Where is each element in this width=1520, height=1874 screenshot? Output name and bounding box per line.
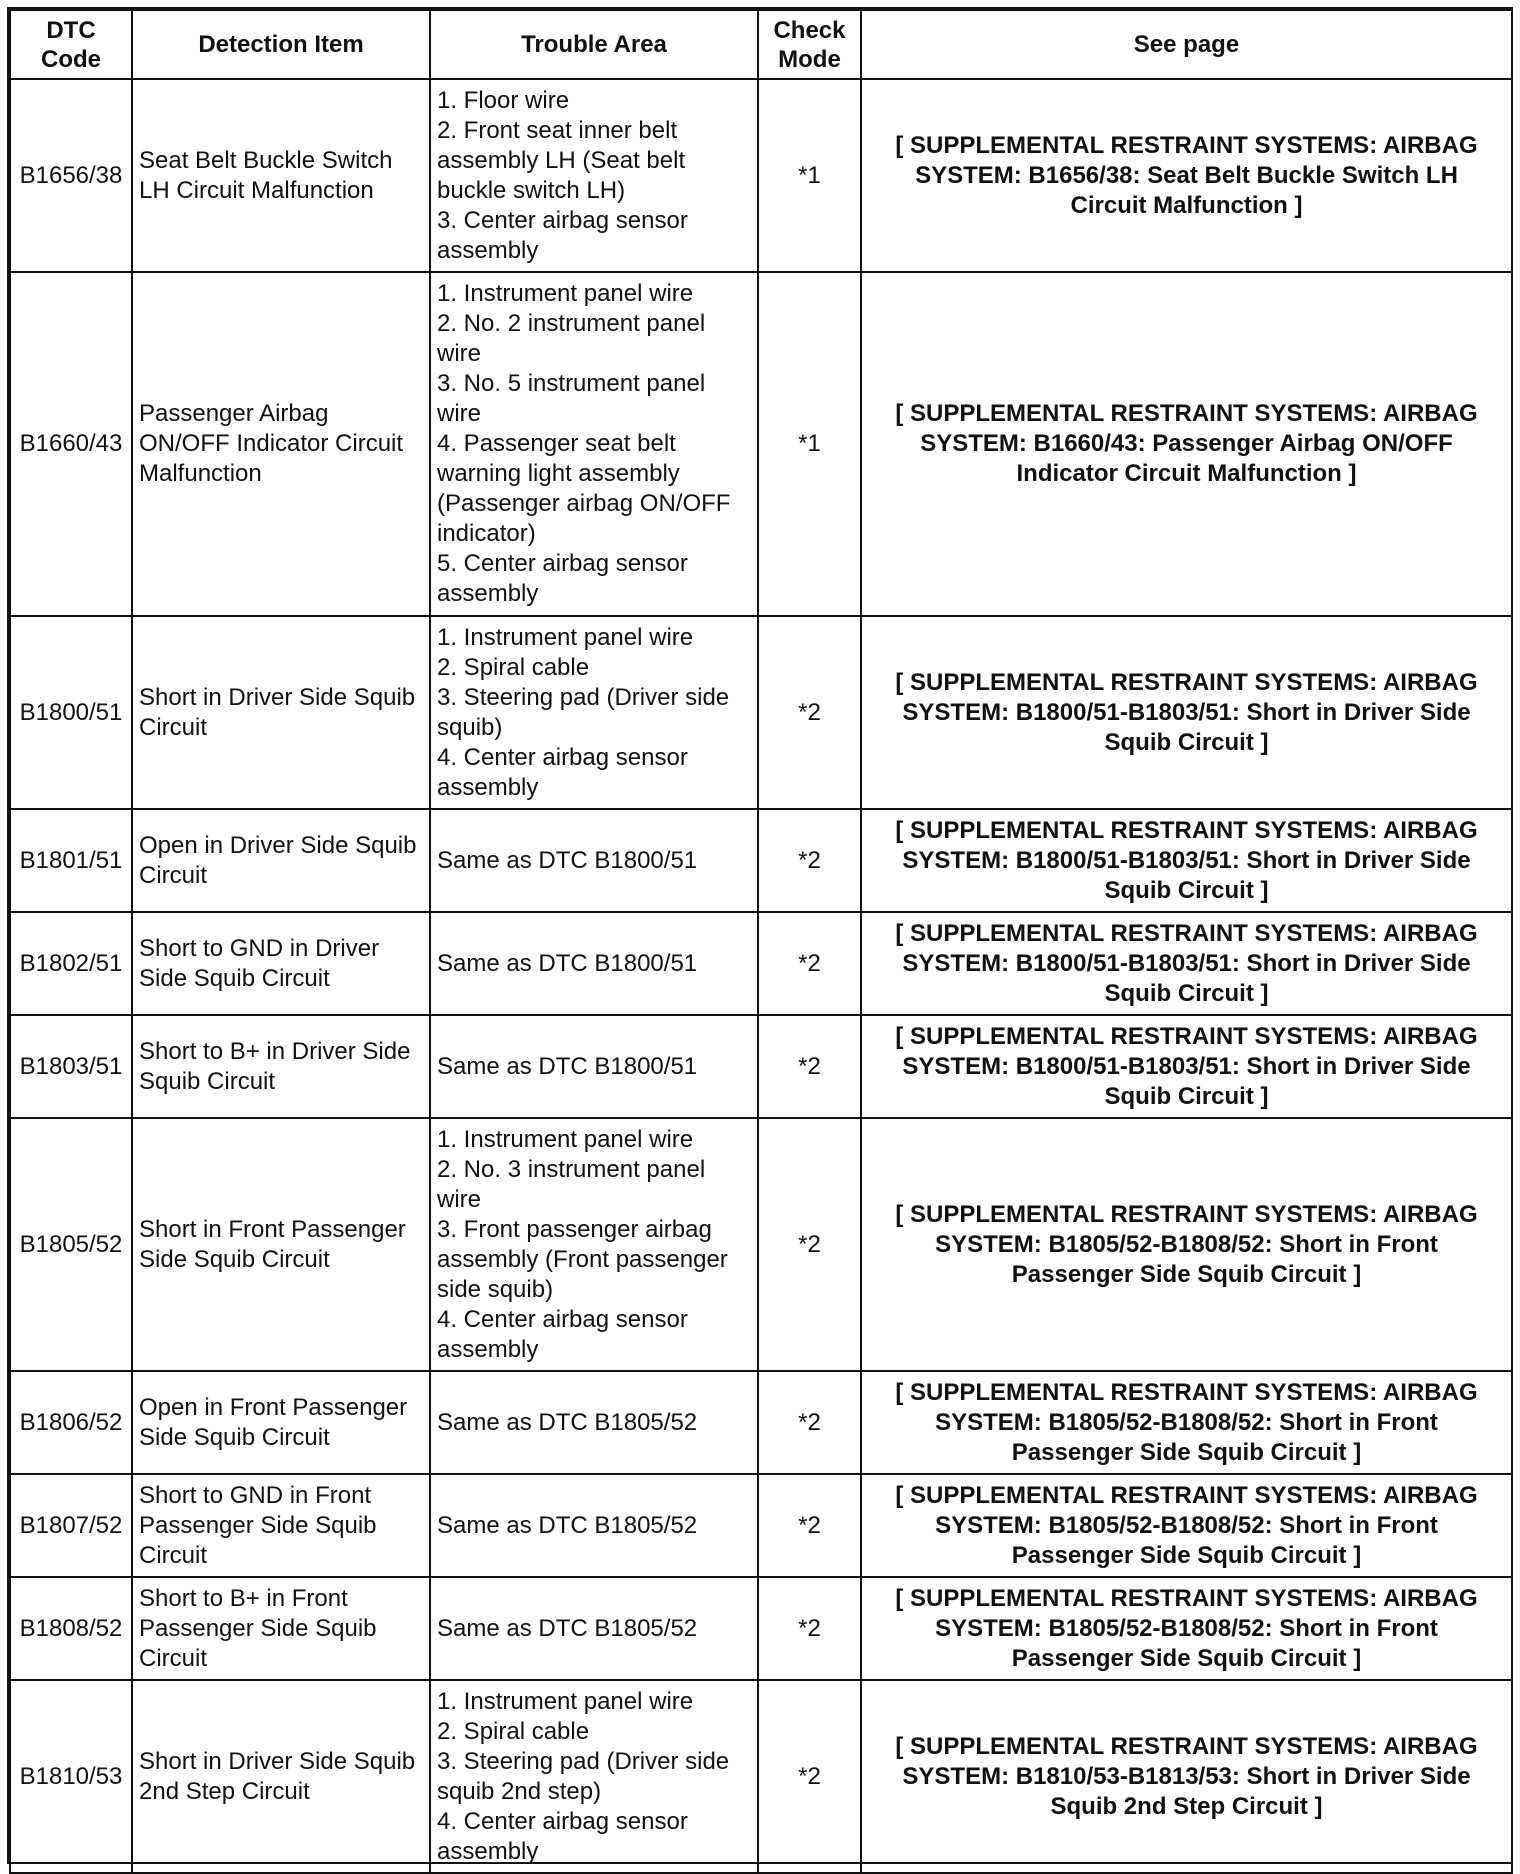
dtc-code-cell: B1810/53 <box>10 1680 132 1873</box>
detection-item-cell: Short to GND in Driver Side Squib Circuit <box>132 912 430 1015</box>
header-see-page: See page <box>861 10 1512 79</box>
see-page-link[interactable]: [ SUPPLEMENTAL RESTRAINT SYSTEMS: AIRBAG SYSTEM: B1800/51-B1803/51: Short in Driver Side Squib Circuit ] <box>861 616 1512 809</box>
see-page-link[interactable]: [ SUPPLEMENTAL RESTRAINT SYSTEMS: AIRBAG SYSTEM: B1800/51-B1803/51: Short in Driver Side Squib Circuit ] <box>861 912 1512 1015</box>
trouble-area-cell: Same as DTC B1800/51 <box>430 809 758 912</box>
dtc-code-cell: B1807/52 <box>10 1474 132 1577</box>
trouble-area-cell: 1. Floor wire 2. Front seat inner belt assembly LH (Seat belt buckle switch LH) 3. Center airbag sensor assembly <box>430 79 758 272</box>
check-mode-cell: *2 <box>758 1118 861 1371</box>
see-page-link[interactable]: [ SUPPLEMENTAL RESTRAINT SYSTEMS: AIRBAG SYSTEM: B1805/52-B1808/52: Short in Front Passenger Side Squib Circuit ] <box>861 1577 1512 1680</box>
table-row <box>10 1118 1512 1371</box>
dtc-code-cell: B1806/52 <box>10 1371 132 1474</box>
detection-item-cell: Passenger Airbag ON/OFF Indicator Circuit Malfunction <box>132 272 430 616</box>
check-mode-cell: *1 <box>758 272 861 616</box>
see-page-link[interactable]: [ SUPPLEMENTAL RESTRAINT SYSTEMS: AIRBAG SYSTEM: B1810/53-B1813/53: Short in Driver Side Squib 2nd Step Circuit ] <box>861 1680 1512 1873</box>
check-mode-cell: *2 <box>758 1577 861 1680</box>
dtc-code-cell: B1803/51 <box>10 1015 132 1118</box>
trouble-area-cell: Same as DTC B1805/52 <box>430 1474 758 1577</box>
dtc-code-cell: B1801/51 <box>10 809 132 912</box>
dtc-code-cell: B1805/52 <box>10 1118 132 1371</box>
dtc-table <box>9 9 1513 1874</box>
see-page-link[interactable]: [ SUPPLEMENTAL RESTRAINT SYSTEMS: AIRBAG SYSTEM: B1800/51-B1803/51: Short in Driver Side Squib Circuit ] <box>861 1015 1512 1118</box>
trouble-area-cell: Same as DTC B1800/51 <box>430 1015 758 1118</box>
detection-item-cell: Seat Belt Buckle Switch LH Circuit Malfunction <box>132 79 430 272</box>
detection-item-cell: Short to B+ in Driver Side Squib Circuit <box>132 1015 430 1118</box>
detection-item-cell: Short to GND in Front Passenger Side Squib Circuit <box>132 1474 430 1577</box>
check-mode-cell: *2 <box>758 1015 861 1118</box>
trouble-area-cell: Same as DTC B1805/52 <box>430 1577 758 1680</box>
see-page-link[interactable]: [ SUPPLEMENTAL RESTRAINT SYSTEMS: AIRBAG SYSTEM: B1656/38: Seat Belt Buckle Switch LH Circuit Malfunction ] <box>861 79 1512 272</box>
check-mode-cell: *2 <box>758 1474 861 1577</box>
dtc-code-cell: B1660/43 <box>10 272 132 616</box>
see-page-link[interactable]: [ SUPPLEMENTAL RESTRAINT SYSTEMS: AIRBAG SYSTEM: B1800/51-B1803/51: Short in Driver Side Squib Circuit ] <box>861 809 1512 912</box>
table-row <box>10 1371 1512 1474</box>
dtc-code-cell: B1800/51 <box>10 616 132 809</box>
see-page-link[interactable]: [ SUPPLEMENTAL RESTRAINT SYSTEMS: AIRBAG SYSTEM: B1660/43: Passenger Airbag ON/OFF Indicator Circuit Malfunction ] <box>861 272 1512 616</box>
see-page-link[interactable]: [ SUPPLEMENTAL RESTRAINT SYSTEMS: AIRBAG SYSTEM: B1805/52-B1808/52: Short in Front Passenger Side Squib Circuit ] <box>861 1118 1512 1371</box>
detection-item-cell: Short in Driver Side Squib Circuit <box>132 616 430 809</box>
detection-item-cell: Open in Front Passenger Side Squib Circuit <box>132 1371 430 1474</box>
header-dtc-code: DTC Code <box>10 10 132 79</box>
trouble-area-cell: Same as DTC B1805/52 <box>430 1371 758 1474</box>
see-page-link[interactable]: [ SUPPLEMENTAL RESTRAINT SYSTEMS: AIRBAG SYSTEM: B1805/52-B1808/52: Short in Front Passenger Side Squib Circuit ] <box>861 1371 1512 1474</box>
table-row <box>10 616 1512 809</box>
table-row <box>10 809 1512 912</box>
check-mode-cell: *2 <box>758 912 861 1015</box>
dtc-code-cell: B1808/52 <box>10 1577 132 1680</box>
table-row <box>10 912 1512 1015</box>
trouble-area-cell: 1. Instrument panel wire 2. No. 2 instrument panel wire 3. No. 5 instrument panel wire 4. Passenger seat belt warning light assembly (Passenger airbag ON/OFF indicator) 5. Center airbag sensor assembly <box>430 272 758 616</box>
check-mode-cell: *2 <box>758 1371 861 1474</box>
see-page-link[interactable]: [ SUPPLEMENTAL RESTRAINT SYSTEMS: AIRBAG SYSTEM: B1805/52-B1808/52: Short in Front Passenger Side Squib Circuit ] <box>861 1474 1512 1577</box>
table-body <box>10 79 1512 1873</box>
detection-item-cell: Short in Front Passenger Side Squib Circuit <box>132 1118 430 1371</box>
check-mode-cell: *2 <box>758 616 861 809</box>
table-row <box>10 272 1512 616</box>
detection-item-cell: Short to B+ in Front Passenger Side Squib Circuit <box>132 1577 430 1680</box>
header-detection-item: Detection Item <box>132 10 430 79</box>
table-row <box>10 1577 1512 1680</box>
detection-item-cell: Short in Driver Side Squib 2nd Step Circuit <box>132 1680 430 1873</box>
detection-item-cell: Open in Driver Side Squib Circuit <box>132 809 430 912</box>
header-row <box>10 10 1512 79</box>
dtc-code-cell: B1802/51 <box>10 912 132 1015</box>
trouble-area-cell: 1. Instrument panel wire 2. No. 3 instrument panel wire 3. Front passenger airbag assembly (Front passenger side squib) 4. Center airbag sensor assembly <box>430 1118 758 1371</box>
trouble-area-cell: Same as DTC B1800/51 <box>430 912 758 1015</box>
table-row <box>10 1015 1512 1118</box>
check-mode-cell: *2 <box>758 1680 861 1873</box>
trouble-area-cell: 1. Instrument panel wire 2. Spiral cable 3. Steering pad (Driver side squib) 4. Center airbag sensor assembly <box>430 616 758 809</box>
header-check-mode: Check Mode <box>758 10 861 79</box>
header-trouble-area: Trouble Area <box>430 10 758 79</box>
table-row <box>10 1474 1512 1577</box>
check-mode-cell: *1 <box>758 79 861 272</box>
table-row <box>10 79 1512 272</box>
dtc-code-cell: B1656/38 <box>10 79 132 272</box>
check-mode-cell: *2 <box>758 809 861 912</box>
table-row <box>10 1680 1512 1873</box>
trouble-area-cell: 1. Instrument panel wire 2. Spiral cable 3. Steering pad (Driver side squib 2nd step) 4. Center airbag sensor assembly <box>430 1680 758 1873</box>
